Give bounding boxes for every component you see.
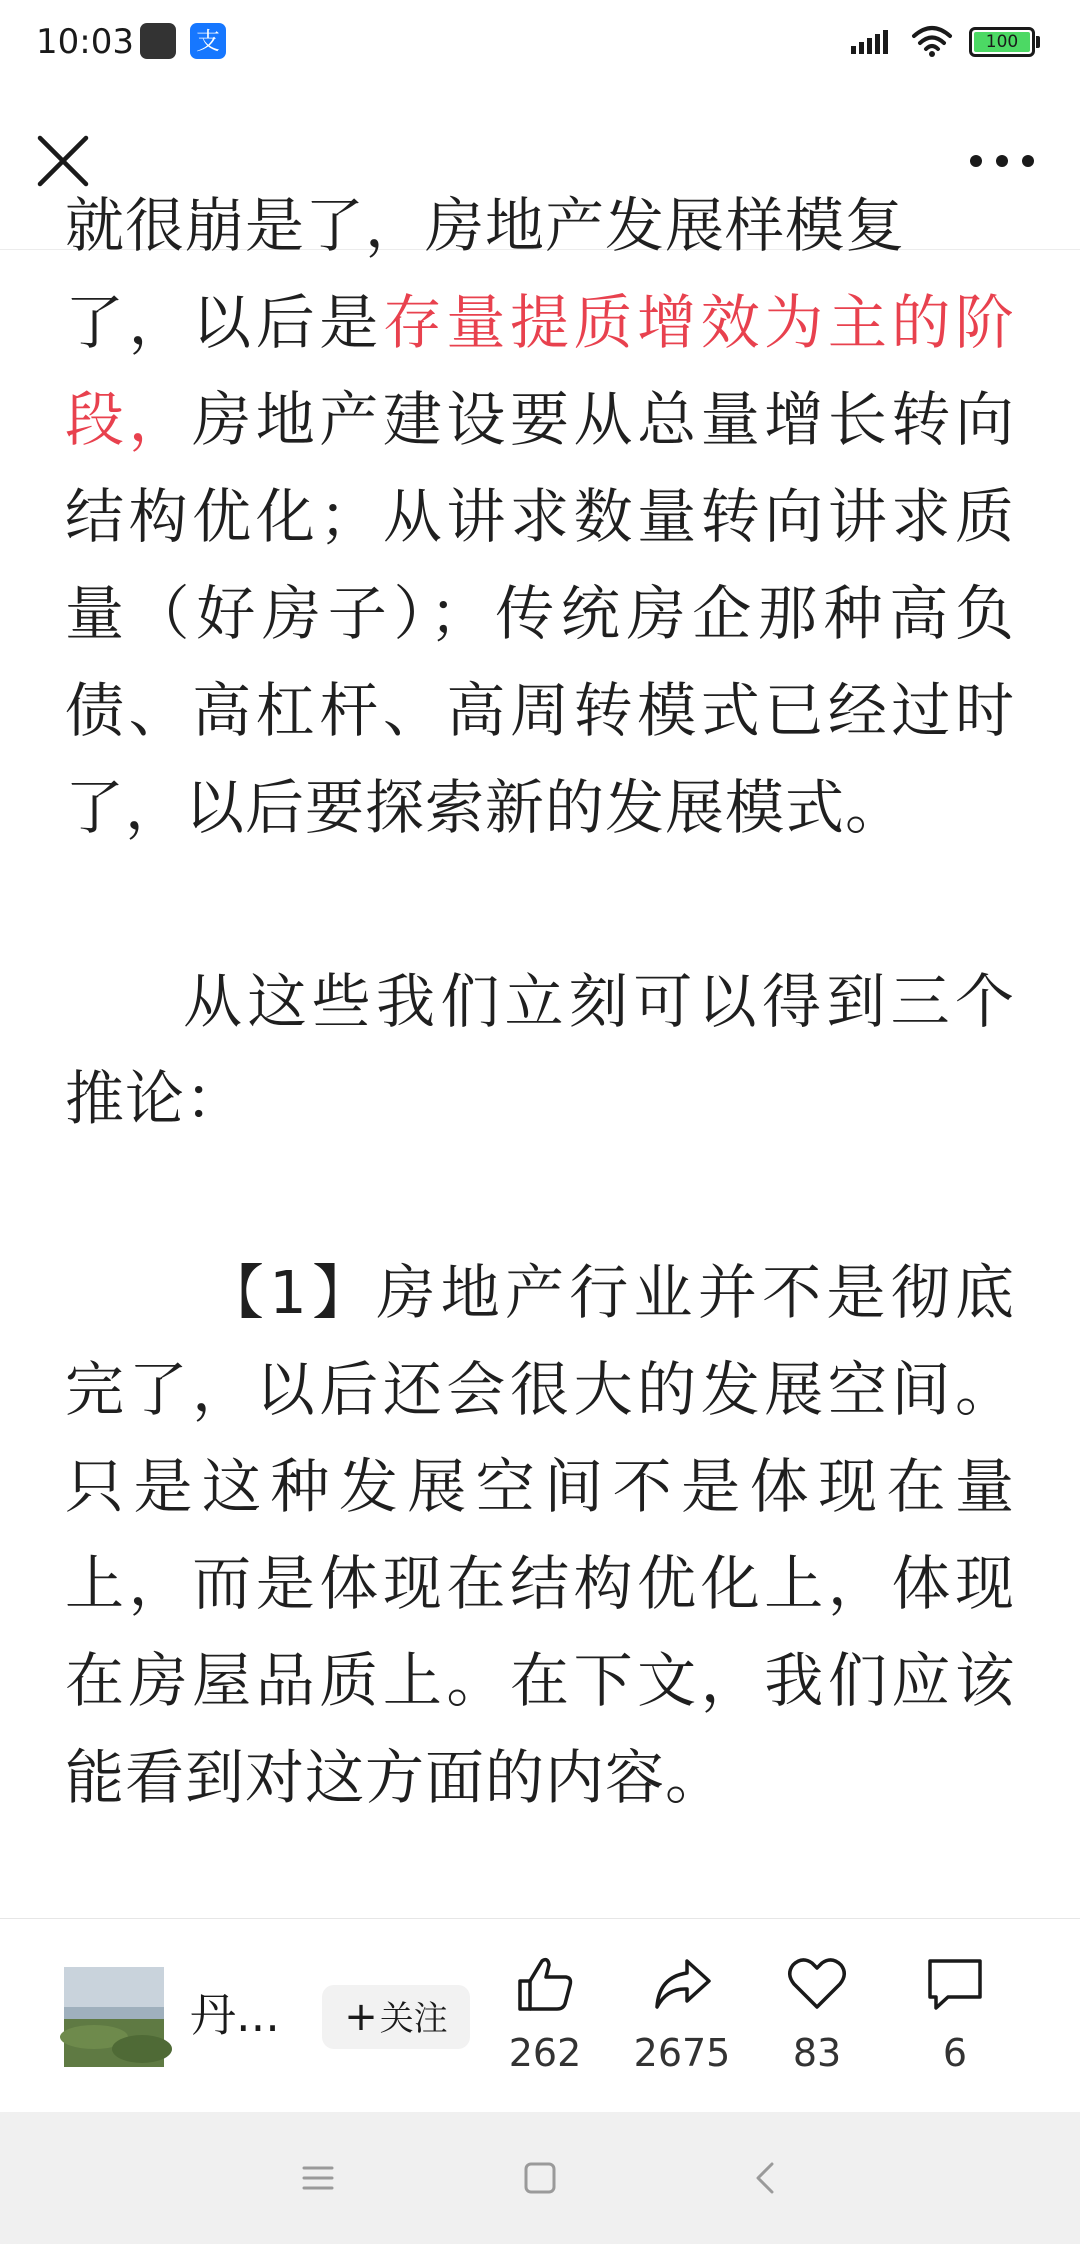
status-bar (0, 0, 1080, 84)
alipay-icon: 支 (190, 23, 226, 59)
action-bar (0, 1918, 1080, 2112)
comment-count: 6 (942, 2031, 968, 2075)
thumbs-up-icon (514, 1953, 576, 2015)
signal-icon (851, 28, 893, 56)
like-count: 262 (508, 2031, 582, 2075)
battery-tip (1036, 36, 1040, 48)
article-paragraph-3: 【1】房地产行业并不是彻底完了，以后还会很大的发展空间。只是这种发展空间不是体现在量上，而是体现在结构优化上，体现在房屋品质上。在下文，我们应该能看到对这方面的内容。 (65, 1258, 1015, 1812)
comment-icon (924, 1953, 986, 2015)
favorite-button[interactable] (752, 1953, 882, 2083)
article-partial-line: 就很崩是了，房地产发展样模复 (65, 191, 906, 260)
like-button[interactable] (480, 1953, 610, 2083)
article-paragraph-2: 从这些我们立刻可以得到三个推论： (65, 967, 1015, 1133)
paragraph-1-lead: 了，以后是 (65, 288, 383, 357)
avatar-image (64, 1967, 164, 2067)
follow-button[interactable] (322, 1985, 470, 2049)
status-time: 10:03 (36, 22, 134, 62)
highlight-text: 存量提质增效为主的阶段， (65, 288, 1015, 454)
share-count: 2675 (633, 2031, 731, 2075)
comment-button[interactable] (890, 1953, 1020, 2083)
menu-icon[interactable] (300, 2160, 336, 2196)
battery-percent: 100 (985, 32, 1019, 52)
paragraph-1-rest: 房地产建设要从总量增长转向结构优化；从讲求数量转向讲求质量（好房子）；传统房企那种高负债、高杠杆、高周转模式已经过时了，以后要探索新的发展模式。 (65, 385, 1015, 842)
share-icon (651, 1953, 713, 2015)
wifi-icon (911, 26, 953, 58)
battery-icon (969, 27, 1035, 57)
author-avatar[interactable] (64, 1967, 164, 2067)
article-paragraph-1 (65, 274, 1015, 856)
follow-label: 关注 (379, 1999, 448, 2039)
article-body (65, 177, 1015, 2020)
system-nav-bar (0, 2112, 1080, 2244)
follow-plus-icon: + (344, 1994, 378, 2040)
heart-icon (786, 1953, 848, 2015)
back-icon[interactable] (748, 2160, 784, 2196)
app-notification-icon (140, 23, 176, 59)
author-name[interactable]: 丹... (190, 1988, 280, 2042)
home-icon[interactable] (522, 2160, 558, 2196)
status-indicators (851, 22, 1040, 62)
favorite-count: 83 (792, 2031, 842, 2075)
article-viewport[interactable] (0, 191, 1080, 1919)
share-button[interactable] (617, 1953, 747, 2083)
